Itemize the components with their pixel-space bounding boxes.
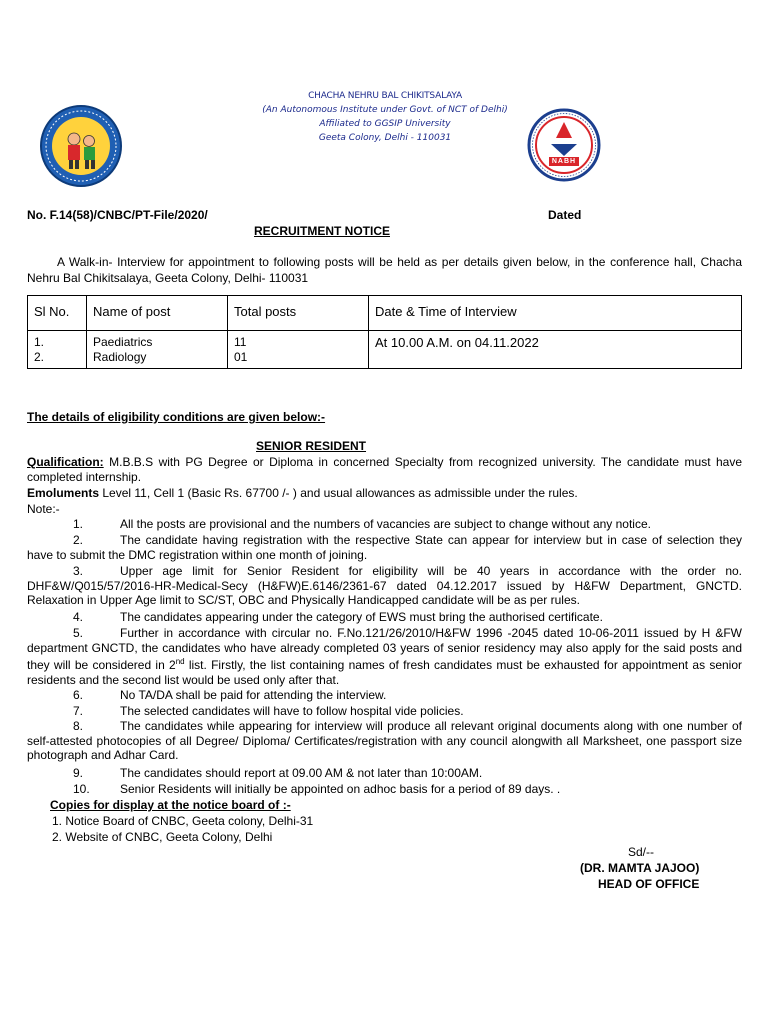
note-sup: nd xyxy=(175,657,185,667)
posts-table xyxy=(27,295,742,369)
qualification-paragraph xyxy=(27,455,742,484)
col-header-post: Name of post xyxy=(87,296,228,331)
org-address: Geeta Colony, Delhi - 110031 xyxy=(318,133,452,143)
org-name: CHACHA NEHRU BAL CHIKITSALAYA xyxy=(308,91,462,101)
note-text: Further in accordance with circular no. F.No.121/26/2010/H&FW 1996 -2045 dated 10-06-2011 issued by H &FW department GNCTD, the candidates who have already completed 03 years of senior residency may also apply for the said posts and they will be considered in 2 xyxy=(27,626,742,673)
note-text: Senior Residents will initially be appointed on adhoc basis for a period of 89 days. . xyxy=(120,782,561,796)
emoluments-label: Emoluments xyxy=(27,486,100,500)
row-post: Paediatrics xyxy=(93,335,153,349)
note-num: 8. xyxy=(73,719,84,733)
signature-sd: Sd/-- xyxy=(628,845,655,859)
intro-text: A Walk-in- Interview for appointment to following posts will be held as per details given below, in the conference hall, Chacha Nehru Bal Chikitsalaya, Geeta Colony, Delhi- 110031 xyxy=(27,255,742,285)
table-header-row xyxy=(28,296,742,331)
list-item xyxy=(27,782,742,797)
note-text-cont: list. Firstly, the list containing names of fresh candidates must be exhausted for appointment as senior residents and the second list would be used only after that. xyxy=(27,658,743,687)
row-sl: 2. xyxy=(34,350,45,364)
row-post: Radiology xyxy=(93,350,147,364)
list-item xyxy=(27,564,742,608)
copies-item: 2. Website of CNBC, Geeta Colony, Delhi xyxy=(52,830,273,844)
note-num: 3. xyxy=(73,564,84,578)
col-header-interview: Date & Time of Interview xyxy=(369,296,742,331)
note-num: 4. xyxy=(73,610,84,624)
note-num: 9. xyxy=(73,766,84,780)
signatory-designation: HEAD OF OFFICE xyxy=(598,877,700,891)
col-header-sl: Sl No. xyxy=(28,296,87,331)
list-item xyxy=(27,533,742,562)
note-num: 1. xyxy=(73,517,84,531)
list-item xyxy=(27,626,742,687)
col-header-total: Total posts xyxy=(228,296,369,331)
note-text: Upper age limit for Senior Resident for eligibility will be 40 years in accordance with the order no. DHF&W/Q015/57/2016-HR-Medical-Secy (H&FW)E.6146/2361-67 dated 04.12.2017 issued by H&FW Department, GNCTD. Relaxation in Upper Age limit to SC/ST, OBC and Physically Handicapped candidate will be as per rules. xyxy=(27,564,742,608)
note-text: The candidates appearing under the category of EWS must bring the authorised certificate. xyxy=(120,610,603,624)
row-sl: 1. xyxy=(34,335,45,349)
list-item xyxy=(27,688,742,703)
emoluments-paragraph xyxy=(27,486,742,501)
note-num: 5. xyxy=(73,626,84,640)
qualification-text: M.B.B.S with PG Degree or Diploma in concerned Specialty from recognized university. The candidate must have completed internship. xyxy=(27,455,742,484)
list-item xyxy=(27,517,742,532)
letterhead xyxy=(0,89,770,145)
note-text: The selected candidates will have to follow hospital vide policies. xyxy=(120,704,464,718)
row-total: 11 xyxy=(234,335,247,349)
note-text: The candidates while appearing for interview will produce all relevant original documents along with one number of self-attested photocopies of all Degree/ Diploma/ Certificates/registration with any council alongwith all Marksheet, one passport size photograph and Adhar Card. xyxy=(27,719,742,763)
copies-item: 1. Notice Board of CNBC, Geeta colony, Delhi-31 xyxy=(52,814,314,828)
signatory-name: (DR. MAMTA JAJOO) xyxy=(580,861,700,875)
qualification-label: Qualification: xyxy=(27,455,104,469)
note-text: The candidate having registration with the respective State can appear for interview but in case of selection they have to submit the DMC registration within one month of joining. xyxy=(27,533,742,562)
intro-paragraph xyxy=(27,254,742,286)
section-title: SENIOR RESIDENT xyxy=(256,439,367,453)
emoluments-text: Level 11, Cell 1 (Basic Rs. 67700 /- ) and usual allowances as admissible under the rules. xyxy=(99,486,578,500)
org-affiliation: Affiliated to GGSIP University xyxy=(319,119,451,129)
note-text: The candidates should report at 09.00 AM & not later than 10:00AM. xyxy=(120,766,483,780)
dated-label: Dated xyxy=(548,208,582,222)
eligibility-heading: The details of eligibility conditions are given below:- xyxy=(27,410,326,424)
table-row xyxy=(28,331,742,369)
note-text: All the posts are provisional and the numbers of vacancies are subject to change without any notice. xyxy=(120,517,651,531)
note-num: 10. xyxy=(73,782,90,796)
notice-title: RECRUITMENT NOTICE xyxy=(254,224,390,238)
org-subtitle: (An Autonomous Institute under Govt. of NCT of Delhi) xyxy=(262,105,508,115)
note-num: 2. xyxy=(73,533,84,547)
nabh-logo-text: NABH xyxy=(551,158,577,165)
note-text: No TA/DA shall be paid for attending the interview. xyxy=(120,688,387,702)
list-item xyxy=(27,704,742,719)
list-item xyxy=(27,766,742,781)
list-item xyxy=(27,719,742,763)
list-item xyxy=(27,610,742,625)
copies-heading: Copies for display at the notice board of :- xyxy=(50,798,291,812)
interview-time: At 10.00 A.M. on 04.11.2022 xyxy=(375,335,539,350)
note-num: 6. xyxy=(73,688,84,702)
row-total: 01 xyxy=(234,350,248,364)
note-label: Note:- xyxy=(27,502,60,516)
note-num: 7. xyxy=(73,704,84,718)
file-number: No. F.14(58)/CNBC/PT-File/2020/ xyxy=(27,208,208,222)
